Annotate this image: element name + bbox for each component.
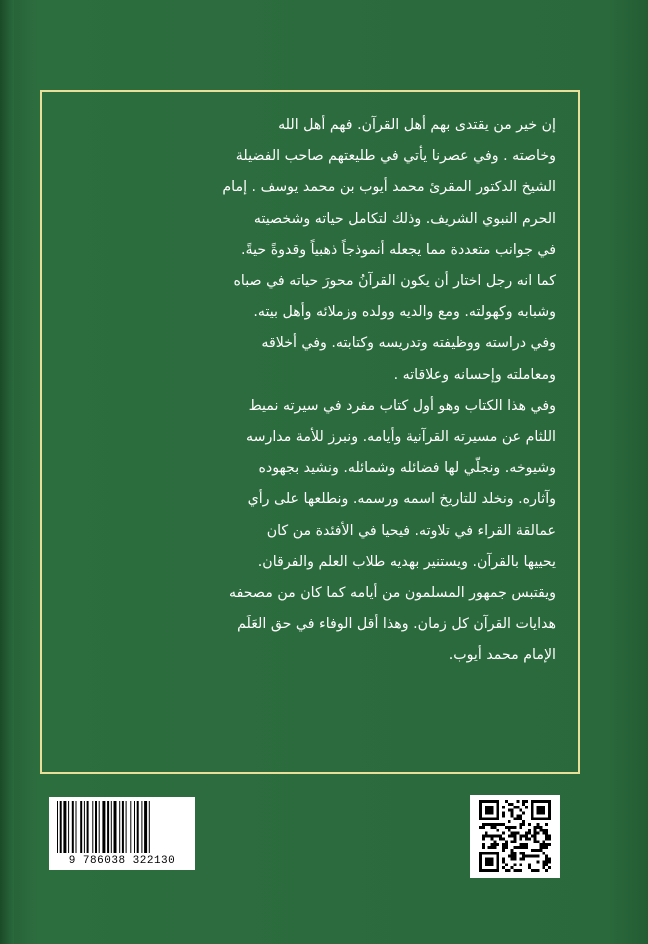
spine-edge <box>0 0 14 944</box>
blurb-text <box>64 110 556 672</box>
blurb-line-2: وخاصته . وفي عصرنا يأتي في طليعتهم صاحب الفضيلة <box>235 148 556 165</box>
blurb-line-6: كما انه رجل اختار أن يكون القرآنُ محورَ حياته في صباه <box>233 273 556 290</box>
blurb-line-4: الحرم النبوي الشريف. وذلك لتكامل حياته وشخصيته <box>253 210 556 227</box>
blurb-line-15: يحييها بالقرآن. ويستنير بهديه طلاب العلم والفرقان. <box>257 553 556 570</box>
blurb-line-7: وشبابه وكهولته. ومع والديه وولده وزملائه وأهل بيته. <box>253 304 556 321</box>
blurb-line-18: الإمام محمد أيوب. <box>448 647 556 664</box>
blurb-frame <box>40 90 580 774</box>
barcode-bars-icon <box>55 801 189 853</box>
blurb-line-14: عمالقة القراء في تلاوته. فيحيا في الأفئدة من كان <box>266 522 556 539</box>
blurb-line-1: إن خير من يقتدى بهم أهل القرآن. فهم أهل الله <box>278 117 556 133</box>
qr-code-icon <box>479 800 551 872</box>
blurb-line-11: اللثام عن مسيرته القرآنية وأيامه. ونبرز للأمة مدارسه <box>245 429 556 446</box>
blurb-line-17: هدايات القرآن كل زمان. وهذا أقل الوفاء في حق العَلَم <box>237 616 556 633</box>
blurb-line-8: وفي دراسته ووظيفته وتدريسه وكتابته. وفي أخلاقه <box>261 335 556 352</box>
blurb-line-10: وفي هذا الكتاب وهو أول كتاب مفرد في سيرته نميط <box>248 397 556 414</box>
blurb-line-5: في جوانب متعددة مما يجعله أنموذجاً ذهبياً وقدوةً حيةً. <box>241 241 556 258</box>
blurb-line-3: الشيخ الدكتور المقرئ محمد أيوب بن محمد يوسف . إمام <box>222 179 556 196</box>
blurb-line-9: ومعاملته وإحسانه وعلاقاته . <box>393 366 556 383</box>
qr-code <box>470 795 560 878</box>
isbn-number: 9 786038 322130 <box>68 855 176 867</box>
isbn-barcode <box>49 797 195 870</box>
blurb-line-16: ويقتبس جمهور المسلمون من أيامه كما كان من مصحفه <box>228 585 556 602</box>
blurb-line-12: وشيوخه. ونجلّي لها فضائله وشمائله. ونشيد بجهوده <box>258 460 556 477</box>
blurb-line-13: وآثاره. ونخلد للتاريخ اسمه ورسمه. ونطلعها على رأي <box>247 491 556 508</box>
